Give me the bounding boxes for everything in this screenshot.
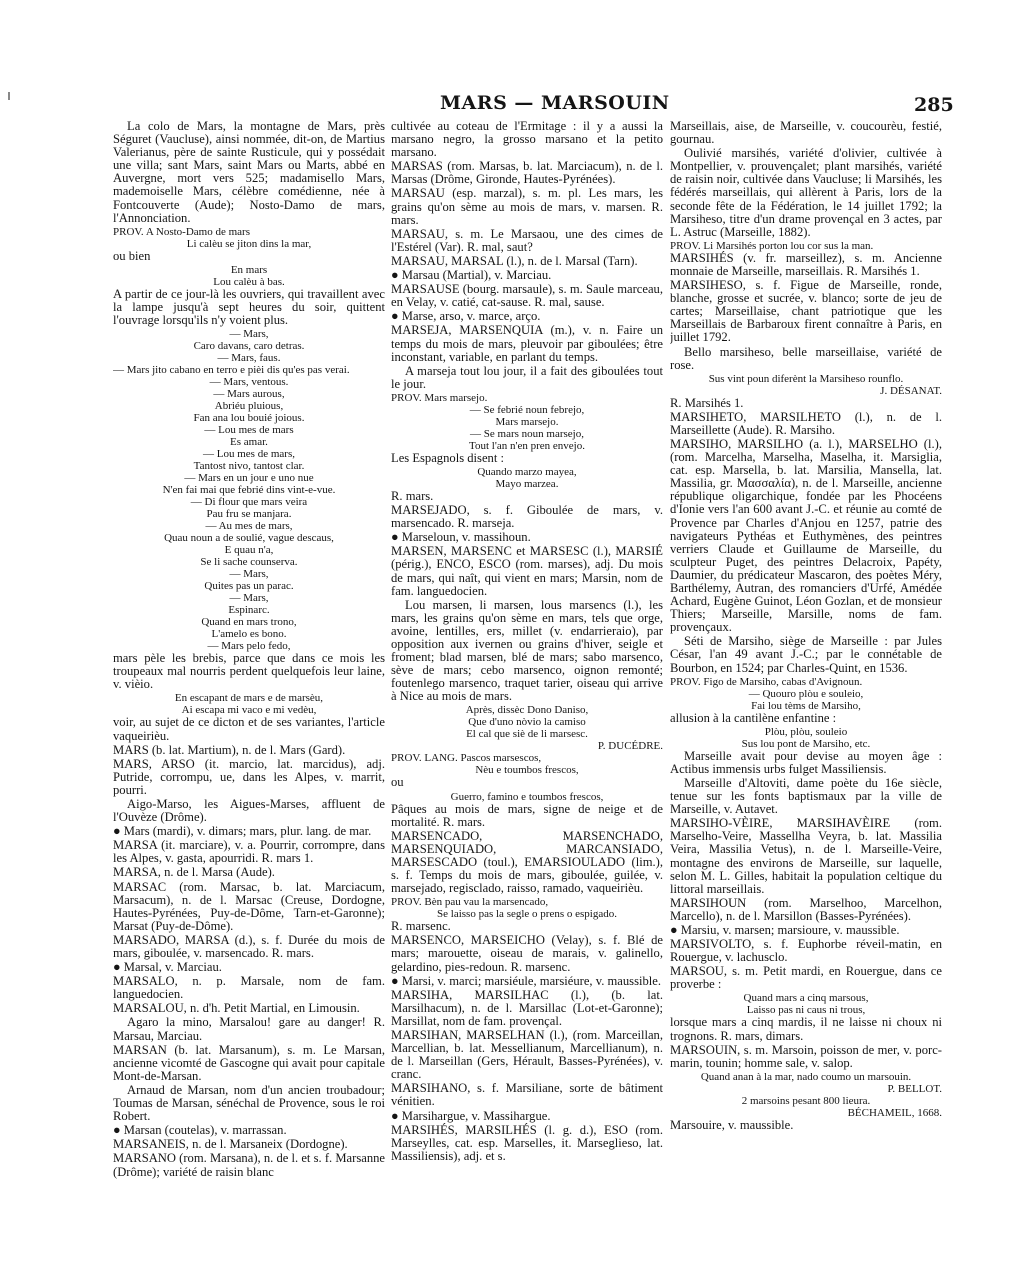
column-3 [670, 120, 942, 1195]
column-1 [113, 120, 385, 1195]
entry-paragraph: Arnaud de Marsan, nom d'un ancien troubadour; Toumas de Marsan, sénéchal de Provence, sous le roi Robert. [113, 1082, 385, 1124]
entry-paragraph: mars pèle les brebis, parce que dans ce mois les troupeaux mal nourris perdent quelquefois leur laine, v. vièio. [113, 651, 385, 692]
verse-line: BÉCHAMEIL, 1668. [847, 1106, 942, 1119]
verse-line: — Mars pelo fedo, [207, 640, 291, 653]
verse-line: Tantost nivo, tantost clar. [193, 460, 305, 473]
entry-paragraph: Oulivié marsihés, variété d'olivier, cultivée à Montpellier, v. prouvençalet; plant marsihés, variété de raisin noir, cultivée dans Vaucluse; li Marsihés, les fédérés marseillais, qui allèrent à Paris, lors de la seconde fête de la Fédération, le 14 juillet 1792; la Marsiheso, titre d'un drame provençal en 3 actes, par L. Astruc (Marseille, 1882). [670, 146, 942, 239]
verse-line: Mayo marzea. [495, 477, 559, 490]
verse-line: Quau noun a de soulié, vague descaus, [164, 532, 334, 545]
verse-line: — Se mars noun marsejo, [470, 427, 584, 440]
entry-paragraph: allusion à la cantilène enfantine : [670, 710, 837, 725]
verse-line: Fan ana lou bouié joious. [193, 412, 305, 425]
entry-paragraph: MARSIHETO, MARSILHETO (l.), n. de l. Marseillette (Aude). R. Marsiho. [670, 409, 942, 437]
page-number: 285 [914, 94, 954, 116]
entry-paragraph: MARSIHANO, s. f. Marsiliane, sorte de bâtiment vénitien. [391, 1081, 663, 1109]
entry-paragraph: ou [391, 775, 404, 790]
entry-paragraph: MARSANO (rom. Marsana), n. de l. et s. f. Marsanne (Drôme); variété de raisin blanc [113, 1151, 385, 1179]
verse-line: Abriéu pluious, [214, 400, 284, 413]
entry-paragraph: MARSAUSE (bourg. marsaule), s. m. Saule marceau, en Velay, v. catié, cat-sause. R. mal, sause. [391, 282, 663, 310]
verse-line: — Mars, ventous. [209, 376, 289, 389]
entry-paragraph: A partir de ce jour-là les ouvriers, qui travaillent avec la lampe jusqu'à sept heures du soir, quittent l'ouvrage lorsqu'ils n'y voient plus. [113, 286, 385, 328]
verse-line: En escapant de mars e de marsèu, [174, 692, 324, 705]
entry-paragraph: MARSIVOLTO, s. f. Euphorbe réveil-matin, en Rouergue, v. lachusclo. [670, 937, 942, 965]
verse-line: PROV. A Nosto-Damo de mars [113, 225, 250, 238]
entry-paragraph: Pâques au mois de mars, signe de neige et de mortalité. R. mars. [391, 801, 663, 829]
verse-line: Ai escapa mi vaco e mi vedèu, [181, 704, 317, 717]
entry-paragraph: La colo de Mars, la montagne de Mars, près Séguret (Vaucluse), ainsi nommée, dit-on, de Martius Valerianus, père de sainte Rusticule, qui y possédait une villa; sant Mars, saint Mars ou Marts, abbé en Auvergne, mort vers 525; madamisello Mars, mademoiselle Mars, célèbre comédienne, née à Fontcouverte (Aude); Nosto-Damo de mars, l'Annonciation. [113, 120, 385, 225]
entry-paragraph: MARSIHÉS (v. fr. marseillez), s. m. Ancienne monnaie de Marseille, marseillais. R. Marsihés 1. [670, 250, 942, 278]
entry-paragraph: MARSENCO, MARSEICHO (Velay), s. f. Blé de mars; marouette, oiseau de marais, v. galinello, gelardino, pies-redoun. R. marsenc. [391, 933, 663, 974]
entry-paragraph: MARSOU, s. m. Petit mardi, en Rouergue, dans ce proverbe : [670, 964, 942, 992]
verse-line: N'en fai mai que febrié dins vint-e-vue. [162, 484, 336, 497]
entry-paragraph: MARSIHO, MARSILHO (a. l.), MARSELHO (l.), (rom. Marcelha, Marselha, Maselha, it. Marsiglia, cat. esp. Marsella, b. lat. Marsilia, Mansella, lat. Massilia, gr. Μασσαλία), n. de l. Marseille, ancienne république oligarchique, fondée par les Phocéens d'Ionie vers l'an 600 avant J.-C. et réunie au comté de Provence par Charles d'Anjou en 1257, patrie des navigateurs Pythéas et Euthymènes, des peintres verriers Claude et Guillaume de Marseille, du sculpteur Puget, des peintres Delacroix, Papéty, Daumier, du prédicateur Mascaron, des poètes Méry, Barthélemy, Autran, des romanciers d'Urfé, Amédée Achard, Eugène Guinot, Léon Gozlan, et de monsieur Thiers; Marseille, Marsille, noms de fam. provençaux. [670, 436, 942, 635]
column-2 [391, 120, 663, 1195]
entry-paragraph: Marseillais, aise, de Marseille, v. coucourèu, festié, gournau. [670, 120, 942, 147]
entry-paragraph: R. marsenc. [391, 919, 451, 934]
entry-paragraph: MARSA, n. de l. Marsa (Aude). [113, 865, 275, 880]
entry-paragraph: MARSAU, MARSAL (l.), n. de l. Marsal (Tarn). [391, 253, 638, 268]
entry-paragraph: ● Marsau (Martial), v. Marciau. [391, 268, 552, 283]
verse-line: — Au mes de mars, [205, 520, 293, 533]
verse-line: — Mars, faus. [217, 352, 281, 365]
verse-line: — Quouro plòu e souleio, [748, 687, 864, 700]
entry-paragraph: MARSIHO-VÈIRE, MARSIHAVÈIRE (rom. Marselho-Veire, Massellha Veyra, b. lat. Massilia Veira, Massilia Vetus), n. de l. Marseille-Veire, montagne des environs de Marseille, sur laquelle, selon M. L. Gilles, habitait la population celtique du littoral marseillais. [670, 816, 942, 896]
verse-line: Quando marzo mayea, [477, 465, 577, 478]
entry-paragraph: MARS (b. lat. Martium), n. de l. Mars (Gard). [113, 742, 346, 757]
verse-line: P. DUCÉDRE. [597, 740, 663, 753]
verse-line: El cal que siè de li marsesc. [466, 728, 588, 741]
entry-paragraph: MARSEJADO, s. f. Giboulée de mars, v. marsencado. R. marseja. [391, 503, 663, 531]
entry-paragraph: MARSIHESO, s. f. Figue de Marseille, ronde, blanche, grosse et sucrée, v. blanco; sorte de jeu de cartes; Marseillaise, chant patriotique que les Marseillais de Barbaroux firent connaître à Paris, en juillet 1792. [670, 278, 942, 345]
verse-line: Quites pas un parac. [204, 580, 294, 593]
verse-line: Tout l'an n'en pren envejo. [469, 439, 585, 452]
entry-paragraph: MARSIHAN, MARSELHAN (l.), (rom. Marceillan, Marcellian, b. lat. Messellianum, Marcellianum), n. de l. Marseillan (Gers, Hérault, Basses-Pyrénées), v. cranc. [391, 1027, 663, 1082]
verse-line: En mars [230, 263, 268, 276]
entry-paragraph: MARSIHOUN (rom. Marselhoo, Marcelhon, Marcello), n. de l. Marsillon (Basses-Pyrénées). [670, 895, 942, 923]
verse-line: Se li sache counserva. [200, 556, 298, 569]
verse-line: Li calèu se jiton dins la mar, [186, 237, 312, 250]
verse-line: Quand anan à la mar, nado coumo un marsouin. [700, 1070, 912, 1083]
entry-paragraph: voir, au sujet de ce dicton et de ses variantes, l'article vaqueirièu. [113, 715, 385, 743]
verse-line: P. BELLOT. [887, 1082, 942, 1095]
entry-paragraph: Marsouire, v. maussible. [670, 1117, 794, 1132]
entry-paragraph: lorsque mars a cinq mardis, il ne laisse ni choux ni trognons. R. mars, dimars. [670, 1015, 942, 1043]
verse-line: — Mars, [229, 328, 269, 341]
entry-paragraph: MARS, ARSO (it. marcio, lat. marcidus), adj. Putride, corrompu, ue, dans les Alpes, v. marrit, pourri. [113, 756, 385, 797]
verse-line: — Lou mes de mars, [203, 448, 295, 461]
verse-line: Se laisso pas la segle o prens o espigado. [437, 908, 617, 921]
verse-line: PROV. Li Marsihés porton lou cor sus la man. [670, 239, 874, 252]
entry-paragraph: ou bien [113, 248, 151, 263]
entry-paragraph: MARSANEIS, n. de l. Marsaneix (Dordogne). [113, 1137, 348, 1152]
entry-paragraph: R. Marsihés 1. [670, 395, 744, 410]
verse-line: Sus lou pont de Marsiho, etc. [741, 737, 871, 750]
entry-paragraph: MARSAN (b. lat. Marsanum), s. m. Le Marsan, ancienne vicomté de Gascogne qui avait pour capitale Mont-de-Marsan. [113, 1042, 385, 1083]
entry-paragraph: MARSIHA, MARSILHAC (l.), (b. lat. Marsilhacum), n. de l. Marsillac (Lot-et-Garonne); Marsillat, nom de fam. provençal. [391, 987, 663, 1028]
entry-paragraph: cultivée au coteau de l'Ermitage : il y a aussi la marsano negro, la grosso marsano et la petito marsano. [391, 120, 663, 160]
entry-paragraph: Marseille avait pour devise au moyen âge : Actibus immensis urbs fulget Massiliensis. [670, 748, 942, 776]
entry-paragraph: R. mars. [391, 488, 434, 503]
verse-line: Laisso pas ni caus ni trous, [746, 1004, 866, 1017]
verse-line: Espinarc. [228, 604, 270, 617]
verse-line: — Mars, [229, 568, 269, 581]
verse-line: — Mars jito cabano en terro e pièi dis qu'es pas verai. [113, 364, 350, 377]
entry-paragraph: MARSENCADO, MARSENCHADO, MARSENQUIADO, MARCANSIADO, MARSESCADO (toul.), EMARSIOULADO (lim.), s. f. Temps du mois de mars, giboulée, guilée, v. marsejado, regisclado, raisso, ramado, vaqueirièu. [391, 828, 663, 896]
running-title: MARS — MARSOUIN [440, 92, 670, 114]
entry-paragraph: MARSIHÉS, MARSILHÉS (l. g. d.), ESO (rom. Marseylles, cat. esp. Marselles, it. Marseglieso, lat. Massiliensis), adj. et s. [391, 1122, 663, 1163]
entry-paragraph: Aigo-Marso, les Aigues-Marses, affluent de l'Ouvèze (Drôme). [113, 796, 385, 825]
verse-line: Que d'uno nòvio la camiso [468, 716, 586, 729]
verse-line: Nèu e toumbos frescos, [475, 764, 579, 777]
verse-line: Pau fru se manjara. [206, 508, 292, 521]
verse-line: — Lou mes de mars [204, 424, 294, 437]
verse-line: Fai lou tèms de Marsiho, [751, 699, 861, 712]
verse-line: 2 marsoins pesant 800 lieura. [741, 1094, 871, 1107]
entry-paragraph: MARSALO, n. p. Marsale, nom de fam. languedocien. [113, 974, 385, 1002]
verse-line: Es amar. [230, 436, 268, 449]
entry-paragraph: MARSEJA, MARSENQUIA (m.), v. n. Faire un temps du mois de mars, pleuvoir par giboulées; être inconstant, variable, en parlant du temps. [391, 323, 663, 364]
entry-paragraph: Séti de Marsiho, siège de Marseille : par Jules César, l'an 49 avant J.-C.; par le connétable de Bourbon, en 1524; par Charles-Quint, en 1536. [670, 634, 942, 675]
verse-line: — Di flour que mars veira [190, 496, 308, 509]
verse-line: — Mars aurous, [213, 388, 285, 401]
verse-line: — Mars en un jour e uno nue [184, 472, 314, 485]
entry-paragraph: ● Marsiu, v. marsen; marsioure, v. maussible. [670, 922, 900, 937]
entry-paragraph: ● Marsihargue, v. Massihargue. [391, 1108, 551, 1123]
verse-line: PROV. Figo de Marsiho, cabas d'Avignoun. [670, 675, 863, 688]
entry-paragraph: MARSAC (rom. Marsac, b. lat. Marciacum, Marsacum), n. de l. Marsac (Creuse, Dordogne, Hautes-Pyrénées, Puy-de-Dôme, Tarn-et-Garonne); Marsat (Puy-de-Dôme). [113, 879, 385, 933]
entry-paragraph: MARSAU (esp. marzal), s. m. pl. Les mars, les grains qu'on sème au mois de mars, v. marsen. R. mars. [391, 186, 663, 227]
entry-paragraph: ● Marsal, v. Marciau. [113, 960, 222, 975]
entry-paragraph: ● Marsi, v. marci; marsiéule, marsiéure, v. maussible. [391, 973, 662, 988]
verse-line: — Mars, [229, 592, 269, 605]
entry-paragraph: MARSAU, s. m. Le Marsaou, une des cimes de l'Estérel (Var). R. mal, saut? [391, 226, 663, 254]
verse-line: Caro davans, caro detras. [193, 340, 305, 353]
verse-line: — Se febrié noun febrejo, [469, 403, 585, 416]
verse-line: PROV. Mars marsejo. [391, 391, 488, 404]
entry-paragraph: Les Espagnols disent : [391, 450, 504, 465]
verse-line: Guerro, famino e toumbos frescos, [450, 790, 604, 803]
entry-paragraph: MARSADO, MARSA (d.), s. f. Durée du mois de mars, giboulée, v. marsencado. R. mars. [113, 932, 385, 960]
verse-line: Mars marsejo. [495, 415, 559, 428]
verse-line: PROV. LANG. Pascos marsescos, [391, 752, 542, 765]
entry-paragraph: Marseille d'Altoviti, dame poète du 16e siècle, tenue sur les fonts baptismaux par la ville de Marseille, v. Autavet. [670, 775, 942, 817]
verse-line: Plòu, plòu, souleio [764, 725, 848, 738]
verse-line: E quau n'a, [224, 544, 274, 557]
entry-paragraph: ● Mars (mardi), v. dimars; mars, plur. lang. de mar. [113, 824, 372, 839]
running-head [0, 92, 1024, 120]
entry-paragraph: ● Marsan (coutelas), v. marrassan. [113, 1123, 287, 1138]
entry-paragraph: A marseja tout lou jour, il a fait des giboulées tout le jour. [391, 363, 663, 391]
entry-paragraph: MARSAS (rom. Marsas, b. lat. Marciacum), n. de l. Marsas (Drôme, Gironde, Hautes-Pyrénées). [391, 159, 663, 187]
entry-paragraph: MARSA (it. marciare), v. a. Pourrir, corrompre, dans les Alpes, v. gasta, apourridi. R. mars 1. [113, 838, 385, 866]
entry-paragraph: Agaro la mino, Marsalou! gare au danger! R. Marsau, Marciau. [113, 1015, 385, 1043]
verse-line: Après, dissèc Dono Daniso, [465, 704, 589, 717]
verse-line: Quand en mars trono, [201, 616, 297, 629]
verse-line: Quand mars a cinq marsous, [743, 992, 869, 1005]
verse-line: Sus vint poun diferènt la Marsiheso rounflo. [708, 372, 904, 385]
entry-paragraph: MARSALOU, n. d'h. Petit Martial, en Limousin. [113, 1001, 360, 1016]
entry-paragraph: Lou marsen, li marsen, lous marsencs (l.), les mars, les grains qu'on sème en mars, tels que orge, avoine, lentilles, ers, millet (v. endarrieraio), par opposition aux ivernen ou grains d'hiver, seigle et froment; blad marsen, blé de mars; sabo marsenco, sève de mars; cebo marsenco, oignon remonté; foutenlego marsenco, traquet tarier, oiseau qui arrive à Nice au mois de mars. [391, 597, 663, 704]
verse-line: PROV. Bèn pau vau la marsencado, [391, 896, 549, 909]
verse-line: L'amelo es bono. [211, 628, 287, 641]
verse-line: Lou calèu à bas. [213, 275, 285, 288]
entry-paragraph: ● Marseloun, v. massihoun. [391, 530, 531, 545]
entry-paragraph: ● Marse, arso, v. marce, arço. [391, 309, 541, 324]
entry-paragraph: MARSOUIN, s. m. Marsoin, poisson de mer, v. porc-marin, tounin; homme sale, v. salop. [670, 1042, 942, 1070]
entry-paragraph: MARSEN, MARSENC et MARSESC (l.), MARSIÉ (périg.), ENCO, ESCO (rom. marses), adj. Du mois de mars, qui naît, qui vient en mars; Marsin, nom de fam. languedocien. [391, 544, 663, 598]
entry-paragraph: Bello marsiheso, belle marseillaise, variété de rose. [670, 344, 942, 372]
verse-line: J. DÉSANAT. [880, 384, 942, 397]
